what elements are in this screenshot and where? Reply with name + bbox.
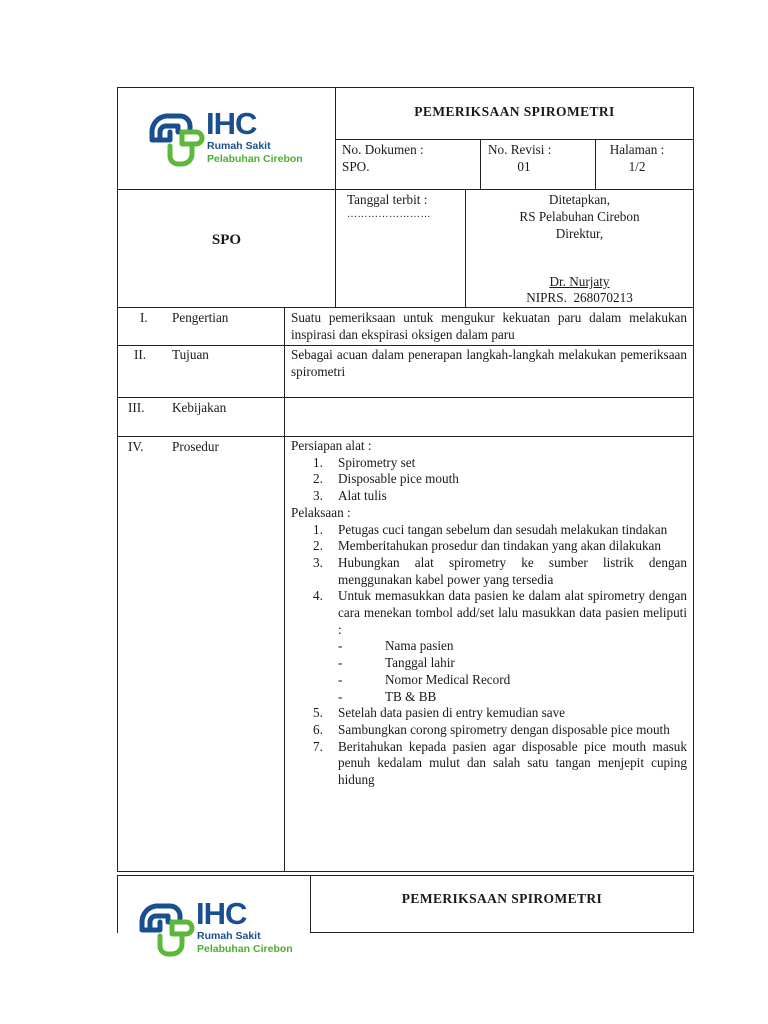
logo-brand: IHC bbox=[206, 106, 257, 141]
section-label-pengertian: Pengertian bbox=[172, 310, 229, 325]
pelaksanaan-heading: Pelaksaan : bbox=[291, 504, 351, 520]
hospital-logo bbox=[138, 896, 298, 958]
list-item: 1. Spirometry set bbox=[313, 454, 416, 470]
logo-brand: IHC bbox=[196, 896, 247, 931]
logo-line2: Pelabuhan Cirebon bbox=[197, 943, 293, 955]
section-label-tujuan: Tujuan bbox=[172, 347, 209, 362]
halaman-value: 1/2 bbox=[628, 159, 646, 174]
list-item: - Tanggal lahir bbox=[338, 655, 455, 671]
logo-line2: Pelabuhan Cirebon bbox=[207, 153, 303, 165]
no-revisi-value: 01 bbox=[517, 159, 531, 174]
list-item: 2. Memberitahukan prosedur dan tindakan yang akan dilakukan bbox=[313, 538, 661, 554]
cross-logo-icon bbox=[148, 110, 206, 168]
list-item: 3. Hubungkan alat spirometry ke sumber listrik dengan menggunakan kabel power yang tersedia bbox=[313, 554, 687, 587]
list-item: 5. Setelah data pasien di entry kemudian save bbox=[313, 705, 566, 721]
section-number: III. bbox=[128, 400, 145, 415]
data-pasien-list bbox=[338, 638, 687, 705]
list-item: - TB & BB bbox=[338, 688, 437, 704]
section-label-prosedur: Prosedur bbox=[172, 439, 219, 454]
list-item: 6. Sambungkan corong spirometry dengan disposable pice mouth bbox=[313, 721, 670, 737]
persiapan-heading: Persiapan alat : bbox=[291, 438, 372, 453]
list-item: 7. Beritahukan kepada pasien agar disposable pice mouth masuk penuh kedalam mulut dan salah satu tangan menjepit cuping hidung bbox=[313, 738, 687, 788]
approval-name: Dr. Nurjaty bbox=[549, 274, 610, 289]
list-item: 1. Petugas cuci tangan sebelum dan sesudah melakukan tindakan bbox=[313, 521, 668, 537]
tanggal-terbit-value: …………………… bbox=[347, 209, 431, 220]
section-number: IV. bbox=[128, 439, 144, 454]
approval-nip: NIPRS. 268070213 bbox=[526, 290, 633, 305]
document-title: PEMERIKSAAN SPIROMETRI bbox=[414, 104, 615, 119]
section-number: I. bbox=[140, 310, 148, 325]
no-revisi-label: No. Revisi : bbox=[488, 142, 552, 157]
list-item: 3. Alat tulis bbox=[313, 488, 387, 504]
section-text-tujuan: Sebagai acuan dalam penerapan langkah-langkah melakukan pemeriksaan spirometri bbox=[291, 347, 687, 379]
pelaksanaan-list bbox=[291, 522, 687, 789]
list-item: 4. Untuk memasukkan data pasien ke dalam alat spirometry dengan cara menekan tombol add/set lalu masukkan data pasien meliputi : - Nama pasien - Tanggal lahir - Nomor Medical Record - TB & BB bbox=[313, 588, 687, 704]
approval-direktur: Direktur, bbox=[555, 226, 604, 241]
hospital-logo bbox=[148, 106, 308, 168]
section-text-pengertian: Suatu pemeriksaan untuk mengukur kekuatan paru dalam melakukan inspirasi dan ekspirasi oksigen dalam paru bbox=[291, 310, 687, 342]
no-dokumen-value: SPO. bbox=[342, 159, 370, 174]
logo-line1: Rumah Sakit bbox=[197, 930, 261, 942]
cross-logo-icon bbox=[138, 900, 196, 958]
spo-label: SPO bbox=[211, 232, 242, 248]
list-item: - Nomor Medical Record bbox=[338, 671, 511, 687]
halaman-label: Halaman : bbox=[609, 142, 665, 157]
section-number: II. bbox=[134, 347, 147, 362]
document-title: PEMERIKSAAN SPIROMETRI bbox=[401, 891, 603, 906]
persiapan-list bbox=[291, 455, 687, 505]
list-item: 2. Disposable pice mouth bbox=[313, 471, 459, 487]
tanggal-terbit-label: Tanggal terbit : bbox=[347, 192, 428, 207]
list-item: - Nama pasien bbox=[338, 638, 454, 654]
no-dokumen-label: No. Dokumen : bbox=[342, 142, 424, 157]
prosedur-content bbox=[291, 438, 687, 789]
approval-ditetapkan: Ditetapkan, bbox=[548, 192, 611, 207]
logo-line1: Rumah Sakit bbox=[207, 140, 271, 152]
approval-hospital: RS Pelabuhan Cirebon bbox=[519, 209, 640, 224]
section-label-kebijakan: Kebijakan bbox=[172, 400, 227, 415]
